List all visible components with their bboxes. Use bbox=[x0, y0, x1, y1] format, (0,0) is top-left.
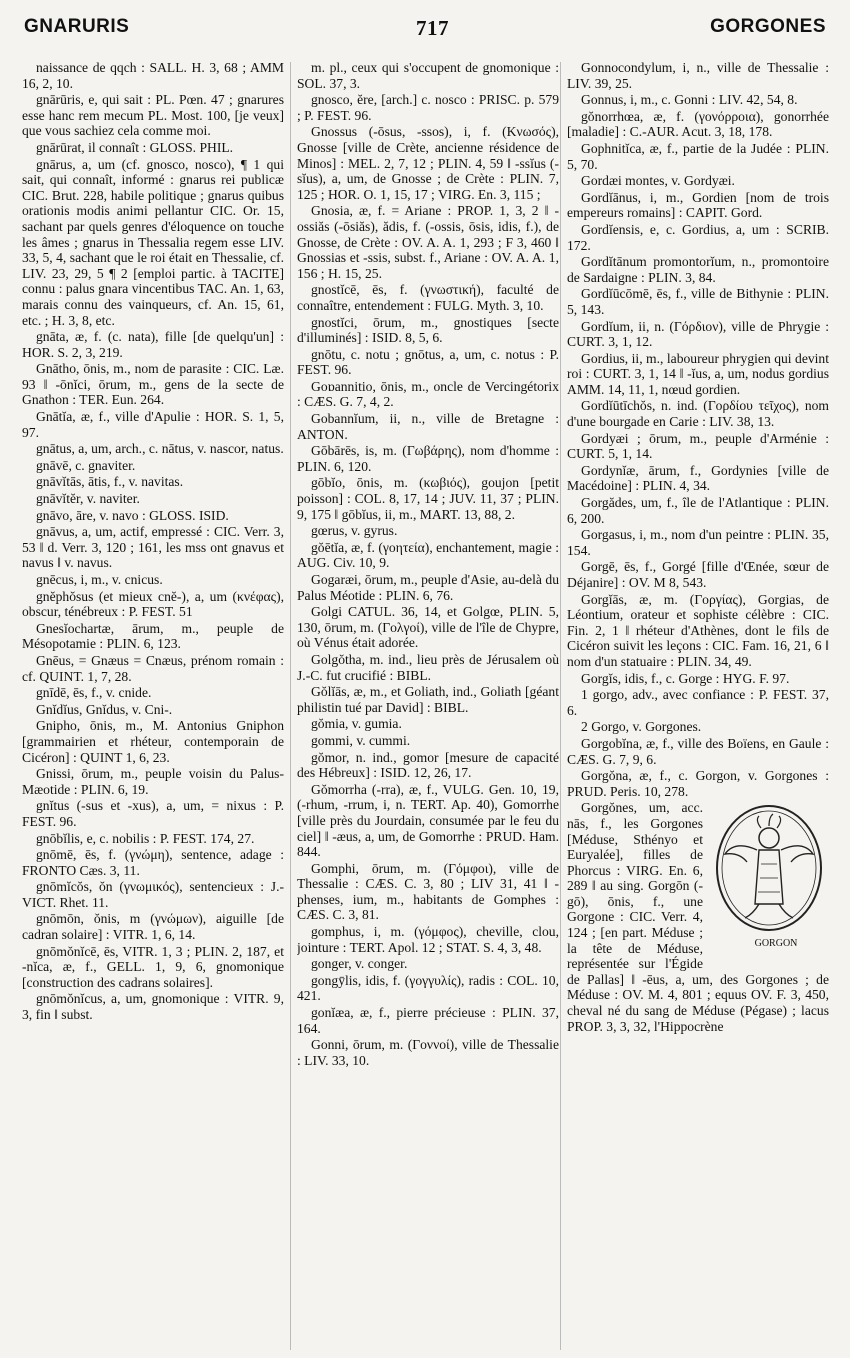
dictionary-entry: Gnossus (-ōsus, -ssos), i, f. (Κνωσός), Gnosse [ville de Crète, ancienne résidence de Minos] : MEL. 2, 7, 12 ; PLIN. 4, 59 ‖ -ssĭus (-sĭus), a, um, de Gnosse ; de Crète : PLIN. 7, 125 ; HOR. O. 1, 15, 17 ; VIRG. En. 3, 115 ; bbox=[297, 124, 559, 202]
dictionary-entry: Gordĭānus, i, m., Gordien [nom de trois empereurs romains] : CAPIT. Gord. bbox=[567, 189, 829, 221]
dictionary-entry: gnārūrat, il connaît : GLOSS. PHIL. bbox=[36, 139, 234, 155]
dictionary-entry: Gordyæi ; ōrum, m., peuple d'Arménie : CURT. 5, 1, 14. bbox=[567, 430, 829, 462]
running-header bbox=[24, 16, 826, 46]
column-divider bbox=[560, 62, 561, 1350]
dictionary-entry: gōbĭo, ōnis, m. (κωβιός), goujon [petit poisson] : COL. 8, 17, 14 ; JUV. 11, 37 ; PLIN. 9, 175 ‖ gōbĭus, ii, m., MART. 13, 88, 2. bbox=[297, 475, 559, 522]
dictionary-entry: Gnissi, ōrum, m., peuple voisin du Palus-Mæotide : PLIN. 6, 19. bbox=[22, 766, 284, 797]
dictionary-entry: 2 Gorgo, v. Gorgones. bbox=[581, 719, 702, 735]
dictionary-entry: gomphus, i, m. (γόμφος), cheville, clou, jointure : TERT. Apol. 12 ; STAT. S. 4, 3, 48. bbox=[297, 924, 559, 955]
dictionary-entry: gnāvĭtĕr, v. naviter. bbox=[36, 491, 140, 507]
dictionary-entry: Gordĭūcōmē, ēs, f., ville de Bithynie : PLIN. 5, 143. bbox=[567, 286, 829, 317]
column-3 bbox=[567, 60, 829, 1352]
dictionary-entry: gŏmor, n. ind., gomor [mesure de capacité des Hébreux] : ISID. 12, 26, 17. bbox=[297, 749, 559, 781]
dictionary-entry: Gnātĭa, æ, f., ville d'Apulie : HOR. S. 1, 5, 97. bbox=[22, 409, 284, 440]
dictionary-entry: gnostĭci, ōrum, m., gnostiques [secte d'illuminés] : ISID. 8, 5, 6. bbox=[297, 314, 559, 346]
dictionary-entry: gnāvĭtās, ātis, f., v. navitas. bbox=[36, 474, 184, 490]
dictionary-entry: Gomphi, ōrum, m. (Γόμφοι), ville de Thessalie : CÆS. C. 3, 80 ; LIV 31, 41 ‖ -phenses, ium, m., habitants de Gomphes : CÆS. C. 3, 81. bbox=[297, 860, 559, 923]
gorgon-illustration-icon bbox=[713, 804, 825, 936]
dictionary-entry: gnĕphŏsus (et mieux cnĕ-), a, um (κνέφας), obscur, ténébreux : P. FEST. 51 bbox=[22, 588, 284, 620]
dictionary-entry: gnāta, æ, f. (c. nata), fille [de quelqu'un] : HOR. S. 2, 3, 219. bbox=[22, 329, 284, 360]
dictionary-entry: gnōmē, ēs, f. (γνώμη), sentence, adage : FRONTO Cæs. 3, 11. bbox=[22, 847, 284, 878]
dictionary-entry: gnĭtus (-sus et -xus), a, um, = nixus : P. FEST. 96. bbox=[22, 798, 284, 829]
dictionary-entry: m. pl., ceux qui s'occupent de gnomonique : SOL. 37, 3. bbox=[297, 60, 559, 91]
dictionary-entry: Goɒannitio, ōnis, m., oncle de Vercingétorix : CÆS. G. 7, 4, 2. bbox=[297, 378, 559, 410]
dictionary-entry: Gŏmorrha (-rra), æ, f., VULG. Gen. 10, 19, (-rhum, -rrum, i, n. TERT. Ap. 40), Gomorrhe [ville près du Jourdain, consumée par le feu du ciel] ‖ -æus, a, um, de Gomorrhe : PRUD. Ham. 844. bbox=[297, 781, 559, 860]
dictionary-entry: gonĭæa, æ, f., pierre précieuse : PLIN. 37, 164. bbox=[297, 1005, 559, 1036]
dictionary-entry: Gorgădes, um, f., île de l'Atlantique : PLIN. 6, 200. bbox=[567, 495, 829, 526]
dictionary-entry: Gŏlĭās, æ, m., et Goliath, ind., Goliath [géant philistin tué par David] : BIBL. bbox=[297, 684, 559, 715]
dictionary-entry: 1 gorgo, adv., avec confiance : P. FEST. 37, 6. bbox=[567, 687, 829, 718]
header-left-guide-word: GNARURIS bbox=[24, 16, 130, 37]
dictionary-entry: gnosco, ĕre, [arch.] c. nosco : PRISC. p. 579 ; P. FEST. 96. bbox=[297, 92, 559, 123]
dictionary-entry: Gnesĭochartæ, ārum, m., peuple de Mésopotamie : PLIN. 6, 123. bbox=[22, 620, 284, 652]
dictionary-entry: Gorgē, ēs, f., Gorgé [fille d'Œnée, sœur de Déjanire] : OV. M 8, 543. bbox=[567, 559, 829, 590]
dictionary-entry: gonger, v. conger. bbox=[311, 956, 408, 972]
dictionary-entry: gnēcus, i, m., v. cnicus. bbox=[36, 572, 163, 587]
dictionary-entry: gommi, v. cummi. bbox=[311, 732, 411, 748]
header-right-guide-word: GORGONES bbox=[710, 16, 826, 37]
dictionary-entry: gœrus, v. gyrus. bbox=[311, 523, 398, 539]
dictionary-entry: Golgi CATUL. 36, 14, et Golgœ, PLIN. 5, 130, ōrum, m. (Γολγοί), ville de l'île de Chypre, où Vénus était adorée. bbox=[297, 604, 559, 651]
dictionary-entry: gnārus, a, um (cf. gnosco, nosco), ¶ 1 qui sait, qui connaît, informé : gnarus rei publicæ CIC. Brut. 228, habile politique ; gnarus quibus orationis modis animi pellantur CIC. Or. 15, sachant par quels genres d'éloquence on touche les âmes ; gnarus in Thessalia regem esse LIV. 33, 5, 4, sachant que le roi était en Thessalie, cf. LIV. 23, 29, 5 ¶ 2 [emploi partic. à TACITE] connu : palus gnara vincentibus TAC. An. 1, 63, marais connu des vainqueurs, cf. An. 15, 61, etc. ; H. 3, 8, etc. bbox=[22, 156, 284, 328]
dictionary-entry: gnōbĭlis, e, c. nobilis : P. FEST. 174, 27. bbox=[36, 830, 255, 846]
dictionary-entry: Golgŏtha, m. ind., lieu près de Jérusalem où J.-C. fut crucifié : BIBL. bbox=[297, 651, 559, 683]
gorgon-figure bbox=[709, 804, 829, 954]
dictionary-entry: gnāvē, c. gnaviter. bbox=[36, 457, 136, 473]
dictionary-entry: Gordĭtānum promontorĭum, n., promontoire de Sardaigne : PLIN. 3, 84. bbox=[567, 254, 829, 285]
dictionary-entry: Gophnitĭca, æ, f., partie de la Judée : PLIN. 5, 70. bbox=[567, 140, 829, 172]
dictionary-entry: Gnātho, ōnis, m., nom de parasite : CIC. Læ. 93 ‖ -ōnĭci, ōrum, m., gens de la secte de Gnathon : TER. Eun. 264. bbox=[22, 361, 284, 408]
dictionary-entry: gŏnorrhœa, æ, f. (γονόρροια), gonorrhée [maladie] : C.-AUR. Acut. 3, 18, 178. bbox=[567, 108, 829, 140]
dictionary-entry: gŏētĭa, æ, f. (γοητεία), enchantement, magie : AUG. Civ. 10, 9. bbox=[297, 539, 559, 571]
column-1 bbox=[22, 60, 284, 1352]
dictionary-entry: gnātus, a, um, arch., c. nātus, v. nascor, natus. bbox=[36, 441, 284, 457]
dictionary-entry: Gnēus, = Gnæus = Cnæus, prénom romain : cf. QUINT. 1, 7, 28. bbox=[22, 652, 284, 684]
dictionary-entry: gnostĭcē, ēs, f. (γνωστική), faculté de connaître, entendement : FULG. Myth. 3, 10. bbox=[297, 282, 559, 313]
dictionary-entry: Gnĭdĭus, Gnĭdus, v. Cni-. bbox=[36, 701, 173, 717]
dictionary-entry: Gorgĭās, æ, m. (Γοργίας), Gorgias, de Léontium, orateur et sophiste célèbre : CIC. Fin. 2, 1 ‖ rhéteur d'Athènes, dont le fils de Cicéron suivit les leçons : CIC. Fam. 16, 21, 6 ‖ nom d'un statuaire : PLIN. 34, 49. bbox=[567, 591, 829, 669]
dictionary-entry: Gordĭensis, e, c. Gordius, a, um : SCRIB. 172. bbox=[567, 221, 829, 253]
dictionary-entry: Gonni, ōrum, m. (Γοννοί), ville de Thessalie : LIV. 33, 10. bbox=[297, 1037, 559, 1068]
dictionary-entry: gnōmĭcŏs, ŏn (γνωμικός), sentencieux : J.-VICT. Rhet. 11. bbox=[22, 879, 284, 910]
dictionary-entry: gongȳlis, idis, f. (γογγυλίς), radis : COL. 10, 421. bbox=[297, 972, 559, 1004]
dictionary-entry: Gorgobĭna, æ, f., ville des Boïens, en Gaule : CÆS. G. 7, 9, 6. bbox=[567, 735, 829, 767]
dictionary-entry: naissance de qqch : SALL. H. 3, 68 ; AMM 16, 2, 10. bbox=[22, 60, 284, 91]
dictionary-entry: Gordius, ii, m., laboureur phrygien qui devint roi : CURT. 3, 1, 14 ‖ -ĭus, a, um, nodus gordius AMM. 14, 11, 1, nœud gordien. bbox=[567, 350, 829, 397]
dictionary-entry: gnōmōn, ŏnis, m (γνώμων), aiguille [de cadran solaire] : VITR. 1, 6, 14. bbox=[22, 911, 284, 943]
dictionary-entry: Gonnocondylum, i, n., ville de Thessalie : LIV. 39, 25. bbox=[567, 60, 829, 91]
dictionary-entry: gnōtu, c. notu ; gnōtus, a, um, c. notus : P. FEST. 96. bbox=[297, 346, 559, 378]
figure-caption: GORGON bbox=[754, 938, 798, 950]
dictionary-entry: GORGON Gorgŏnes, um, acc. nās, f., les Gorgones [Méduse, Sthényo et Euryalée], filles de Phorcus : VIRG. En. 6, 289 ‖ au sing. Gorgōn (-gō), ōnis, f., une Gorgone : CIC. Verr. 4, 124 ; [en part. Méduse ; la tête de Méduse, représentée sur l'Égide de Pallas] ‖ -ēus, a, um, des Gorgones ; de Méduse : OV. M. 4, 801 ; equus OV. F. 3, 450, cheval né du sang de Méduse (Pégase) ; lacus PROP. 3, 3, 32, l'Hippocrène bbox=[567, 800, 829, 1034]
column-2 bbox=[297, 60, 559, 1352]
page-number: 717 bbox=[416, 16, 449, 40]
dictionary-entry: Gordynĭæ, ārum, f., Gordynies [ville de Macédoine] : PLIN. 4, 34. bbox=[567, 462, 829, 494]
dictionary-entry: Gnosia, æ, f. = Ariane : PROP. 1, 3, 2 ‖ -ossiăs (-ōsiăs), ădis, f. (-ossis, ōsis, idis, f.), de Gnosse, de Crète : OV. A. A. 1, 293 ; F 3, 460 ‖ Gnossias et -ssis, subst. f., Ariane : OV. A. A. 1, 156 ; H. 15, 25. bbox=[297, 203, 559, 281]
dictionary-entry: Gonnus, i, m., c. Gonni : LIV. 42, 54, 8. bbox=[581, 92, 798, 108]
dictionary-entry: Gobannĭum, ii, n., ville de Bretagne : ANTON. bbox=[297, 411, 559, 442]
dictionary-entry: Gorgŏna, æ, f., c. Gorgon, v. Gorgones : PRUD. Peris. 10, 278. bbox=[567, 768, 829, 799]
dictionary-entry: gnāvus, a, um, actif, empressé : CIC. Verr. 3, 53 ‖ d. Verr. 3, 120 ; 161, les mss ont gnavus et navus ‖ v. navus. bbox=[22, 524, 284, 571]
dictionary-entry: Gordĭūtīchŏs, n. ind. (Γορδίου τεῖχος), nom d'une bourgade en Carie : LIV. 38, 13. bbox=[567, 398, 829, 430]
dictionary-entry: gŏmia, v. gumia. bbox=[311, 716, 402, 732]
dictionary-entry: gnōmŏnĭcus, a, um, gnomonique : VITR. 9, 3, fin ‖ subst. bbox=[22, 991, 284, 1023]
dictionary-entry: Gnipho, ōnis, m., M. Antonius Gniphon [grammairien et rhéteur, contemporain de Cicéron] : QUINT 1, 6, 23. bbox=[22, 718, 284, 765]
dictionary-entry: Gōbārēs, is, m. (Γωβάρης), nom d'homme : PLIN. 6, 120. bbox=[297, 443, 559, 474]
dictionary-entry: gnōmŏnĭcē, ēs, VITR. 1, 3 ; PLIN. 2, 187, et -nĭca, æ, f., GELL. 1, 9, 6, gnomonique [construction des cadrans solaires]. bbox=[22, 943, 284, 990]
dictionary-entry: gnīdē, ēs, f., v. cnide. bbox=[36, 685, 152, 701]
dictionary-entry: gnāvo, āre, v. navo : GLOSS. ISID. bbox=[36, 507, 229, 523]
column-divider bbox=[290, 62, 291, 1350]
dictionary-entry: Gordĭum, ii, n. (Γόρδιον), ville de Phrygie : CURT. 3, 1, 12. bbox=[567, 318, 829, 350]
dictionary-entry: Gordæi montes, v. Gordyæi. bbox=[581, 173, 735, 189]
dictionary-entry: Gorgasus, i, m., nom d'un peintre : PLIN. 35, 154. bbox=[567, 527, 829, 558]
dictionary-entry: Gogaræi, ōrum, m., peuple d'Asie, au-delà du Palus Méotide : PLIN. 6, 76. bbox=[297, 572, 559, 603]
dictionary-entry: gnārūris, e, qui sait : PL. Pœn. 47 ; gnarures esse hanc rem mecum PL. Most. 100, [je veux] que vous sachiez cela comme moi. bbox=[22, 92, 284, 139]
dictionary-entry: Gorgĭs, idis, f., c. Gorge : HYG. F. 97. bbox=[581, 670, 790, 686]
